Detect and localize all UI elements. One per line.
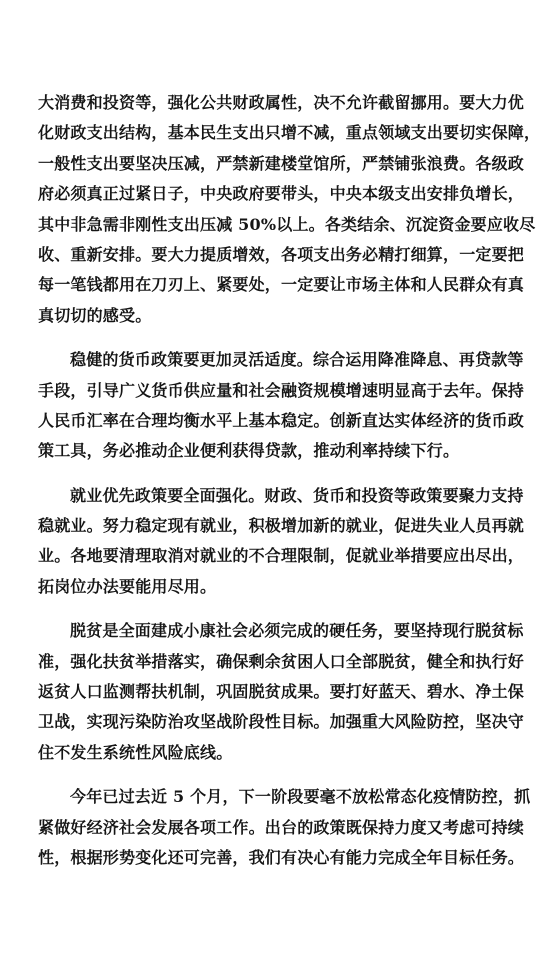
text-line: 化财政支出结构，基本民生支出只增不减，重点领域支出要切实保障， — [38, 123, 541, 143]
text-line: 稳健的货币政策要更加灵活适度。综合运用降准降息、再贷款等 — [70, 350, 524, 370]
text-line: 拓岗位办法要能用尽用。 — [38, 576, 217, 596]
text-line: 紧做好经济社会发展各项工作。出台的政策既保持力度又考虑可持续 — [38, 817, 525, 837]
paragraph-3 — [38, 481, 525, 603]
text-line: 一般性支出要坚决压减，严禁新建楼堂馆所，严禁铺张浪费。各级政 — [38, 153, 525, 173]
text-line: 准，强化扶贫举措落实，确保剩余贫困人口全部脱贫，健全和执行好 — [38, 651, 525, 671]
text-line: 返贫人口监测帮扶机制，巩固脱贫成果。要打好蓝天、碧水、净土保 — [38, 682, 525, 702]
body-text — [38, 88, 541, 873]
text-line: 卫战，实现污染防治攻坚战阶段性目标。加强重大风险防控，坚决守 — [38, 712, 525, 732]
text-line: 稳就业。努力稳定现有就业，积极增加新的就业，促进失业人员再就 — [38, 516, 525, 536]
text-line: 大消费和投资等，强化公共财政属性，决不允许截留挪用。要大力优 — [38, 93, 525, 112]
text-line: 今年已过去近 5 个月，下一阶段要毫不放松常态化疫情防控，抓 — [70, 787, 531, 807]
paragraph-5 — [38, 782, 531, 873]
text-line: 住不发生系统性风险底线。 — [38, 742, 233, 762]
text-line: 人民币汇率在合理均衡水平上基本稳定。创新直达实体经济的货币政 — [38, 410, 525, 430]
text-line: 策工具，务必推动企业便利获得贷款，推动利率持续下行。 — [38, 441, 460, 461]
paragraph-4 — [38, 616, 525, 768]
text-line: 就业优先政策要全面强化。财政、货币和投资等政策要聚力支持 — [70, 485, 524, 505]
text-line: 手段，引导广义货币供应量和社会融资规模增速明显高于去年。保持 — [38, 380, 525, 400]
text-line: 每一笔钱都用在刀刃上、紧要处，一定要让市场主体和人民群众有真 — [38, 275, 525, 295]
text-line: 脱贫是全面建成小康社会必须完成的硬任务，要坚持现行脱贫标 — [70, 621, 524, 641]
paragraph-2 — [38, 345, 525, 467]
text-line: 真切切的感受。 — [38, 305, 152, 325]
text-line: 性，根据形势变化还可完善，我们有决心有能力完成全年目标任务。 — [38, 847, 525, 867]
text-line: 其中非急需非刚性支出压减 50%以上。各类结余、沉淀资金要应收尽 — [38, 214, 536, 234]
text-line: 府必须真正过紧日子，中央政府要带头，中央本级支出安排负增长， — [38, 184, 525, 204]
text-line: 收、重新安排。要大力提质增效，各项支出务必精打细算，一定要把 — [38, 244, 525, 264]
paragraph-1 — [38, 88, 541, 331]
text-line: 业。各地要清理取消对就业的不合理限制，促就业举措要应出尽出， — [38, 546, 525, 566]
